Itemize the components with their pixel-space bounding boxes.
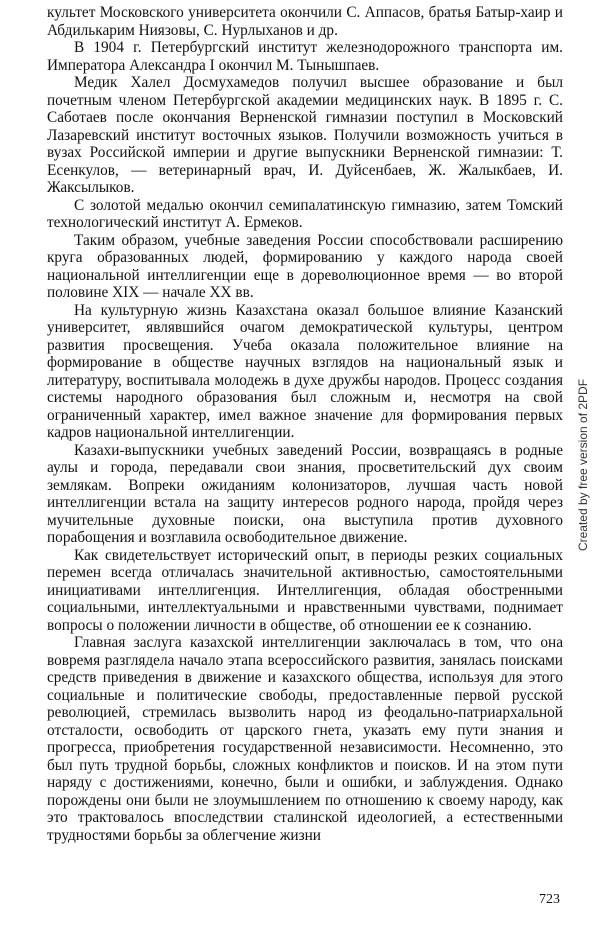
paragraph: Казахи-выпускники учебных заведений России, возвращаясь в родные аулы и города, передавали свои знания, просветительский дух своим землякам. Вопреки ожиданиям колонизаторов, лучшая часть новой интеллигенции встала на защиту интересов родного народа, пройдя через мучительные духовные поиски, она выступила против духовного порабощения и возглавила освободительное движение. [47,441,563,546]
paragraph: Таким образом, учебные заведения России способствовали расширению круга образованных людей, формированию у каждого народа своей национальной интеллигенции еще в дореволюционное время — во второй половине XIX — начале XX вв. [47,231,563,301]
paragraph: На культурную жизнь Казахстана оказал большое влияние Казанский университет, являвшийся очагом демократической культуры, центром развития просвещения. Учеба оказала положительное влияние на формирование в обществе научных взглядов на национальный язык и литературу, воспитывала молодежь в духе дружбы народов. Процесс создания системы народного образования был сложным и, несмотря на свой ограниченный характер, имел важное значение для формирования первых кадров национальной интеллигенции. [47,301,563,441]
body-text [47,4,563,844]
paragraph: В 1904 г. Петербургский институт железнодорожного транспорта им. Императора Александра I окончил М. Тынышпаев. [47,39,563,74]
watermark: Created by free version of 2PDF [576,378,590,552]
paragraph: Главная заслуга казахской интеллигенции заключалась в том, что она вовремя разглядела начало этапа всероссийского развития, занялась поисками средств приведения в движение и казахского общества, используя для этого социальные и политические свободы, предоставленные первой русской революцией, стремилась вызволить народ из феодально-патриархальной отсталости, освободить от царского гнета, указать ему пути знания и прогресса, приобретения государственной независимости. Несомненно, это был путь трудной борьбы, сложных конфликтов и поисков. И на этом пути наряду с достижениями, конечно, были и ошибки, и заблуждения. Однако порождены они были не злоумышлением по отношению к своему народу, как это трактовалось впоследствии сталинской идеологией, а естественными трудностями борьбы за облегчение жизни [47,634,563,844]
paragraph: С золотой медалью окончил семипалатинскую гимназию, затем Томский технологический институт А. Ермеков. [47,196,563,231]
paragraph: Как свидетельствует исторический опыт, в периоды резких социальных перемен всегда отличалась значительной активностью, самостоятельными инициативами интеллигенция. Интеллигенция, обладая обостренными социальными, интеллектуальными и нравственными чувствами, поднимает вопросы о положении личности в обществе, об отношении ее к сознанию. [47,546,563,634]
paragraph: культет Московского университета окончили С. Аппасов, братья Батыр-хаир и Абдилькарим Ниязовы, С. Нурлыханов и др. [47,4,563,39]
page-number: 723 [539,892,560,907]
paragraph: Медик Халел Досмухамедов получил высшее образование и был почетным членом Петербургской академии медицинских наук. В 1895 г. С. Саботаев после окончания Верненской гимназии поступил в Московский Лазаревский институт восточных языков. Получили возможность учиться в вузах Российской империи и другие выпускники Верненской гимназии: Т. Есенкулов, — ветеринарный врач, И. Дуйсенбаев, Ж. Жалыкбаев, И. Жаксылыков. [47,74,563,196]
